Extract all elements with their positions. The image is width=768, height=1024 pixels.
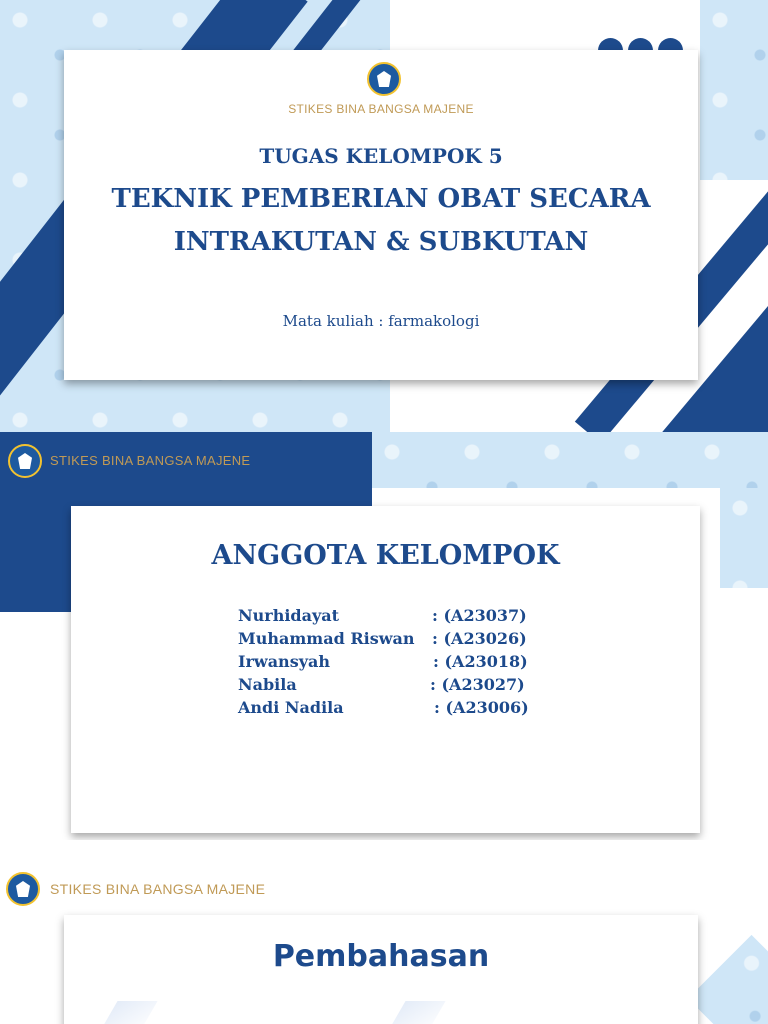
member-code: : (A23026) <box>432 629 527 648</box>
medical-pattern-icon <box>700 0 768 180</box>
institution-name: STIKES BINA BANGSA MAJENE <box>50 453 251 468</box>
institution-name: STIKES BINA BANGSA MAJENE <box>288 102 474 116</box>
subject-label: Mata kuliah : farmakologi <box>282 312 480 330</box>
title-card <box>64 50 698 380</box>
logo-emblem-icon <box>6 872 40 906</box>
member-name: Nabila <box>238 675 297 694</box>
member-row <box>238 652 528 671</box>
member-name: Irwansyah <box>238 652 330 671</box>
group-label: TUGAS KELOMPOK 5 <box>259 144 503 168</box>
decorative-shape <box>382 1001 445 1024</box>
member-code: : (A23018) <box>433 652 528 671</box>
member-name: Nurhidayat <box>238 606 340 625</box>
slide-3 <box>0 840 768 1024</box>
member-row <box>238 606 527 625</box>
member-row <box>238 629 527 648</box>
logo-emblem-icon <box>367 62 401 96</box>
member-name: Muhammad Riswan <box>238 629 415 648</box>
member-row <box>238 698 529 717</box>
institution-name: STIKES BINA BANGSA MAJENE <box>50 881 266 897</box>
member-row <box>238 675 525 694</box>
medical-pattern-icon <box>720 488 768 588</box>
members-heading: ANGGOTA KELOMPOK <box>211 540 560 571</box>
discussion-heading: Pembahasan <box>272 939 490 974</box>
title-line-2: INTRAKUTAN & SUBKUTAN <box>173 227 589 257</box>
title-line-1: TEKNIK PEMBERIAN OBAT SECARA <box>111 184 651 214</box>
member-code: : (A23006) <box>434 698 529 717</box>
slide-2 <box>0 432 768 840</box>
member-code: : (A23027) <box>430 675 525 694</box>
slide-1 <box>0 0 768 432</box>
medical-pattern-icon <box>372 432 768 488</box>
member-name: Andi Nadila <box>238 698 344 717</box>
content-card <box>64 915 698 1024</box>
member-code: : (A23037) <box>432 606 527 625</box>
logo-emblem-icon <box>8 444 42 478</box>
medical-pattern-icon <box>688 935 768 1024</box>
decorative-shape <box>94 1001 157 1024</box>
